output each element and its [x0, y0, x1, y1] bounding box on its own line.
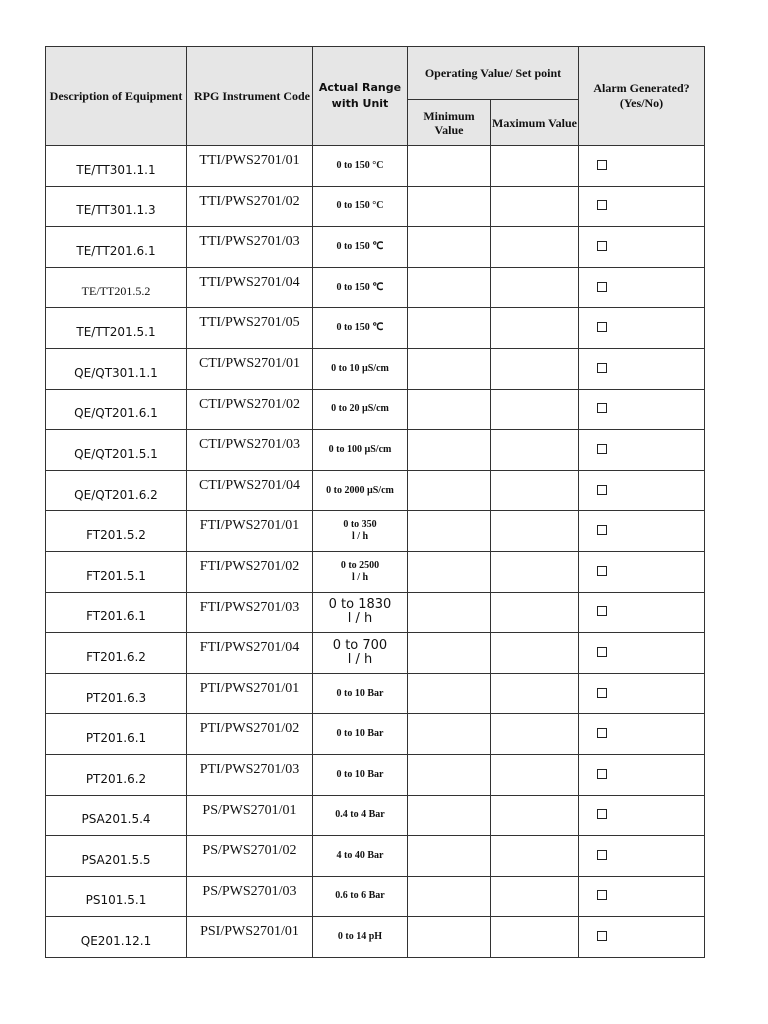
alarm-cell	[579, 186, 705, 227]
header-alarm: Alarm Generated? (Yes/No)	[579, 47, 705, 146]
table-row	[46, 186, 705, 227]
instrument-code: CTI/PWS2701/03	[187, 430, 313, 471]
equipment-description: QE/QT301.1.1	[46, 348, 187, 389]
alarm-cell	[579, 714, 705, 755]
range-value: 0 to 2000 µS/cm	[326, 484, 394, 496]
range-value: 0 to 150 °C	[336, 200, 384, 212]
alarm-checkbox[interactable]	[597, 200, 607, 210]
alarm-cell	[579, 754, 705, 795]
instrument-table	[45, 46, 705, 958]
instrument-code: FTI/PWS2701/02	[187, 551, 313, 592]
range-value: 0.6 to 6 Bar	[335, 890, 385, 902]
range-value: 0 to 10 Bar	[336, 768, 384, 780]
range-cell	[313, 146, 408, 187]
table-row	[46, 389, 705, 430]
range-cell	[313, 267, 408, 308]
maximum-value-cell[interactable]	[491, 146, 579, 187]
equipment-description: PSA201.5.5	[46, 836, 187, 877]
maximum-value-cell[interactable]	[491, 389, 579, 430]
range-cell	[313, 511, 408, 552]
table-row	[46, 267, 705, 308]
range-cell	[313, 754, 408, 795]
table-row	[46, 430, 705, 471]
maximum-value-cell[interactable]	[491, 186, 579, 227]
alarm-cell	[579, 430, 705, 471]
instrument-code: CTI/PWS2701/02	[187, 389, 313, 430]
range-value: 0 to 100 µS/cm	[328, 443, 392, 455]
range-value: 0 to 1830	[328, 597, 392, 613]
equipment-description: FT201.5.2	[46, 511, 187, 552]
minimum-value-cell[interactable]	[408, 470, 491, 511]
table-row	[46, 836, 705, 877]
maximum-value-cell[interactable]	[491, 430, 579, 471]
table-row	[46, 308, 705, 349]
maximum-value-cell[interactable]	[491, 673, 579, 714]
alarm-cell	[579, 876, 705, 917]
range-unit: l / h	[351, 531, 369, 543]
maximum-value-cell[interactable]	[491, 836, 579, 877]
equipment-description: QE/QT201.6.1	[46, 389, 187, 430]
alarm-cell	[579, 146, 705, 187]
table-row	[46, 714, 705, 755]
maximum-value-cell[interactable]	[491, 795, 579, 836]
instrument-code: FTI/PWS2701/03	[187, 592, 313, 633]
equipment-description: QE/QT201.6.2	[46, 470, 187, 511]
range-value: 0.4 to 4 Bar	[335, 809, 385, 821]
table-body	[46, 146, 705, 958]
table-row	[46, 633, 705, 674]
range-value: 0 to 350	[343, 519, 377, 531]
maximum-value-cell[interactable]	[491, 633, 579, 674]
instrument-code: PTI/PWS2701/03	[187, 754, 313, 795]
maximum-value-cell[interactable]	[491, 308, 579, 349]
minimum-value-cell[interactable]	[408, 186, 491, 227]
alarm-cell	[579, 470, 705, 511]
table-row	[46, 227, 705, 268]
alarm-cell	[579, 308, 705, 349]
range-cell	[313, 795, 408, 836]
instrument-code: PS/PWS2701/02	[187, 836, 313, 877]
minimum-value-cell[interactable]	[408, 511, 491, 552]
equipment-description: PT201.6.1	[46, 714, 187, 755]
minimum-value-cell[interactable]	[408, 795, 491, 836]
instrument-code: TTI/PWS2701/04	[187, 267, 313, 308]
alarm-checkbox[interactable]	[597, 931, 607, 941]
table-row	[46, 551, 705, 592]
alarm-cell	[579, 673, 705, 714]
table-row	[46, 876, 705, 917]
minimum-value-cell[interactable]	[408, 836, 491, 877]
instrument-code: PSI/PWS2701/01	[187, 917, 313, 958]
instrument-code: FTI/PWS2701/04	[187, 633, 313, 674]
range-value: 0 to 10 Bar	[336, 687, 384, 699]
minimum-value-cell[interactable]	[408, 146, 491, 187]
minimum-value-cell[interactable]	[408, 714, 491, 755]
alarm-checkbox[interactable]	[597, 363, 607, 373]
instrument-code: TTI/PWS2701/01	[187, 146, 313, 187]
minimum-value-cell[interactable]	[408, 592, 491, 633]
range-value: 0 to 150 ℃	[336, 240, 384, 252]
range-value: 0 to 2500	[340, 559, 380, 571]
table-row	[46, 592, 705, 633]
table-row	[46, 917, 705, 958]
alarm-checkbox[interactable]	[597, 769, 607, 779]
equipment-description: PSA201.5.4	[46, 795, 187, 836]
range-value: 0 to 10 µS/cm	[331, 362, 389, 374]
instrument-code: PTI/PWS2701/01	[187, 673, 313, 714]
range-unit: l / h	[347, 651, 373, 667]
range-cell	[313, 389, 408, 430]
equipment-description: FT201.6.2	[46, 633, 187, 674]
alarm-cell	[579, 633, 705, 674]
minimum-value-cell[interactable]	[408, 876, 491, 917]
header-instrument-code: RPG Instrument Code	[187, 47, 313, 146]
maximum-value-cell[interactable]	[491, 551, 579, 592]
instrument-code: TTI/PWS2701/02	[187, 186, 313, 227]
range-value: 0 to 10 Bar	[336, 728, 384, 740]
maximum-value-cell[interactable]	[491, 470, 579, 511]
alarm-cell	[579, 836, 705, 877]
range-cell	[313, 470, 408, 511]
equipment-description: QE201.12.1	[46, 917, 187, 958]
alarm-checkbox[interactable]	[597, 403, 607, 413]
minimum-value-cell[interactable]	[408, 673, 491, 714]
range-cell	[313, 348, 408, 389]
table-row	[46, 754, 705, 795]
alarm-checkbox[interactable]	[597, 647, 607, 657]
equipment-description: TE/TT201.6.1	[46, 227, 187, 268]
header-description: Description of Equipment	[46, 47, 187, 146]
alarm-checkbox[interactable]	[597, 160, 607, 170]
maximum-value-cell[interactable]	[491, 227, 579, 268]
table-row	[46, 511, 705, 552]
range-value: 0 to 150 ℃	[336, 281, 384, 293]
minimum-value-cell[interactable]	[408, 227, 491, 268]
range-cell	[313, 917, 408, 958]
minimum-value-cell[interactable]	[408, 917, 491, 958]
instrument-code: PTI/PWS2701/02	[187, 714, 313, 755]
alarm-checkbox[interactable]	[597, 890, 607, 900]
equipment-description: PT201.6.3	[46, 673, 187, 714]
maximum-value-cell[interactable]	[491, 754, 579, 795]
alarm-checkbox[interactable]	[597, 322, 607, 332]
maximum-value-cell[interactable]	[491, 592, 579, 633]
alarm-checkbox[interactable]	[597, 688, 607, 698]
table-row	[46, 795, 705, 836]
range-value: 4 to 40 Bar	[336, 849, 384, 861]
alarm-cell	[579, 267, 705, 308]
alarm-cell	[579, 917, 705, 958]
maximum-value-cell[interactable]	[491, 511, 579, 552]
range-value: 0 to 150 °C	[336, 159, 384, 171]
range-cell	[313, 430, 408, 471]
header-range: Actual Range with Unit	[313, 47, 408, 146]
equipment-description: PS101.5.1	[46, 876, 187, 917]
table-row	[46, 146, 705, 187]
maximum-value-cell[interactable]	[491, 917, 579, 958]
instrument-code: PS/PWS2701/01	[187, 795, 313, 836]
alarm-checkbox[interactable]	[597, 282, 607, 292]
instrument-code: CTI/PWS2701/04	[187, 470, 313, 511]
alarm-checkbox[interactable]	[597, 809, 607, 819]
minimum-value-cell[interactable]	[408, 754, 491, 795]
minimum-value-cell[interactable]	[408, 430, 491, 471]
range-unit: l / h	[351, 571, 369, 583]
table-row	[46, 673, 705, 714]
minimum-value-cell[interactable]	[408, 389, 491, 430]
range-cell	[313, 673, 408, 714]
equipment-description: TE/TT301.1.3	[46, 186, 187, 227]
alarm-cell	[579, 389, 705, 430]
minimum-value-cell[interactable]	[408, 348, 491, 389]
maximum-value-cell[interactable]	[491, 714, 579, 755]
minimum-value-cell[interactable]	[408, 267, 491, 308]
maximum-value-cell[interactable]	[491, 876, 579, 917]
alarm-cell	[579, 227, 705, 268]
minimum-value-cell[interactable]	[408, 551, 491, 592]
maximum-value-cell[interactable]	[491, 348, 579, 389]
alarm-checkbox[interactable]	[597, 850, 607, 860]
minimum-value-cell[interactable]	[408, 633, 491, 674]
instrument-code: FTI/PWS2701/01	[187, 511, 313, 552]
header-operating-value: Operating Value/ Set point	[408, 47, 579, 100]
equipment-description: FT201.5.1	[46, 551, 187, 592]
alarm-checkbox[interactable]	[597, 566, 607, 576]
range-value: 0 to 700	[332, 637, 388, 653]
range-cell	[313, 714, 408, 755]
alarm-cell	[579, 551, 705, 592]
range-cell	[313, 186, 408, 227]
minimum-value-cell[interactable]	[408, 308, 491, 349]
alarm-cell	[579, 795, 705, 836]
range-cell	[313, 592, 408, 633]
range-cell	[313, 836, 408, 877]
range-value: 0 to 14 pH	[337, 931, 383, 943]
instrument-code: CTI/PWS2701/01	[187, 348, 313, 389]
equipment-description: TE/TT301.1.1	[46, 146, 187, 187]
range-value: 0 to 150 ℃	[336, 322, 384, 334]
range-cell	[313, 876, 408, 917]
header-minimum: Minimum Value	[408, 100, 491, 146]
instrument-code: TTI/PWS2701/03	[187, 227, 313, 268]
range-cell	[313, 633, 408, 674]
alarm-checkbox[interactable]	[597, 444, 607, 454]
table-row	[46, 470, 705, 511]
range-value: 0 to 20 µS/cm	[331, 403, 389, 415]
alarm-checkbox[interactable]	[597, 525, 607, 535]
range-unit: l / h	[347, 611, 373, 627]
instrument-code: PS/PWS2701/03	[187, 876, 313, 917]
equipment-description: TE/TT201.5.2	[46, 267, 187, 308]
table-row	[46, 348, 705, 389]
alarm-checkbox[interactable]	[597, 241, 607, 251]
instrument-code: TTI/PWS2701/05	[187, 308, 313, 349]
alarm-cell	[579, 592, 705, 633]
alarm-checkbox[interactable]	[597, 728, 607, 738]
range-cell	[313, 551, 408, 592]
range-cell	[313, 227, 408, 268]
alarm-cell	[579, 511, 705, 552]
header-maximum: Maximum Value	[491, 100, 579, 146]
range-cell	[313, 308, 408, 349]
maximum-value-cell[interactable]	[491, 267, 579, 308]
alarm-cell	[579, 348, 705, 389]
equipment-description: QE/QT201.5.1	[46, 430, 187, 471]
equipment-description: TE/TT201.5.1	[46, 308, 187, 349]
equipment-description: FT201.6.1	[46, 592, 187, 633]
alarm-checkbox[interactable]	[597, 485, 607, 495]
alarm-checkbox[interactable]	[597, 606, 607, 616]
equipment-description: PT201.6.2	[46, 754, 187, 795]
